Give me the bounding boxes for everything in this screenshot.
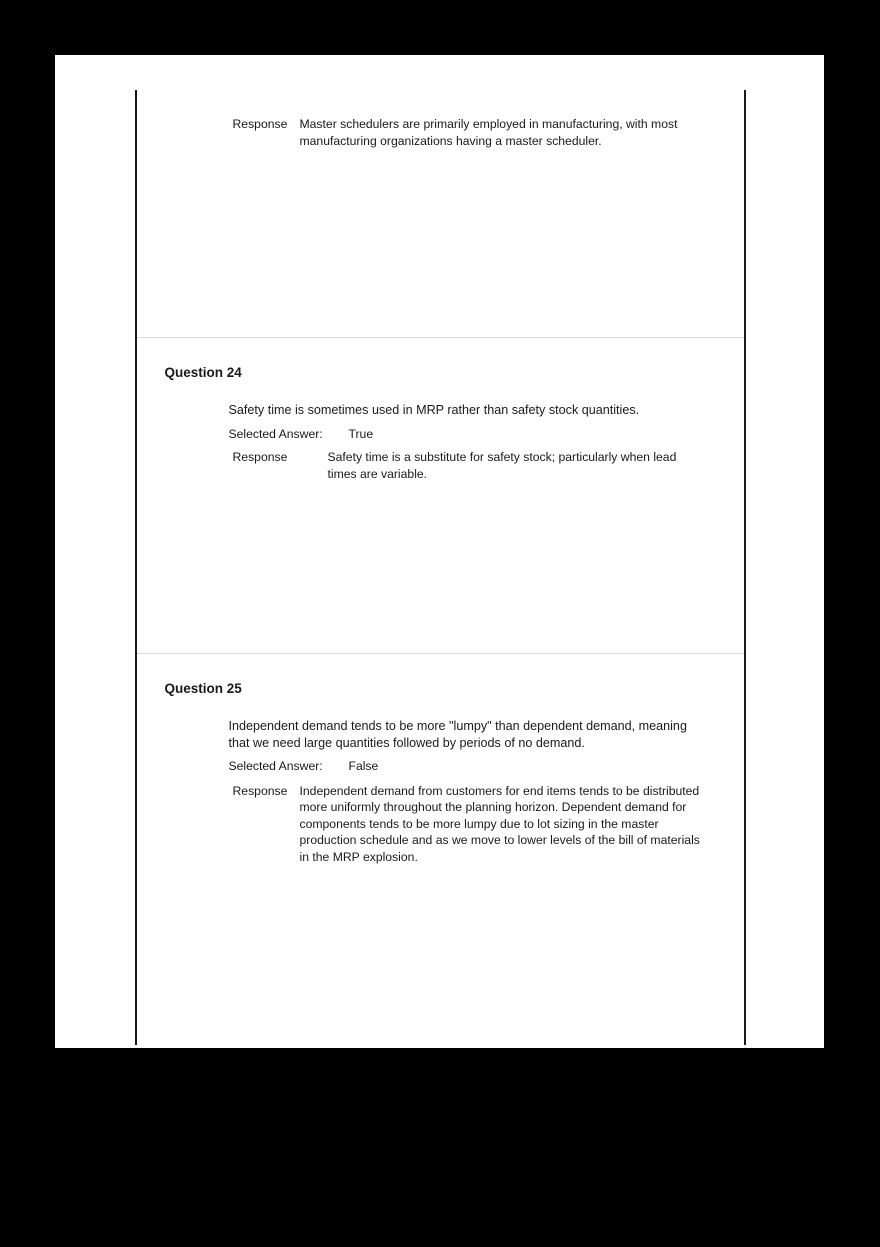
- exam-review-content: [135, 90, 746, 1045]
- selected-answer-label: Selected Answer:: [228, 759, 323, 773]
- response-label: Response: [232, 783, 288, 798]
- response-row-25: [137, 783, 745, 866]
- question-block-24: [137, 338, 745, 654]
- response-row: [137, 116, 745, 149]
- response-text: Master schedulers are primarily employed in manufacturing, with most manufacturing organizations having a master scheduler.: [299, 117, 678, 148]
- question-block-25: [137, 654, 745, 1044]
- question-statement-25: Independent demand tends to be more "lumpy" than dependent demand, meaning that we need large quantities followed by periods of no demand.: [228, 719, 687, 750]
- question-statement-24: Safety time is sometimes used in MRP rather than safety stock quantities.: [228, 403, 640, 417]
- selected-answer-value: False: [348, 759, 379, 773]
- response-text: Independent demand from customers for end items tends to be distributed more uniformly throughout the planning horizon. Dependent demand for components tends to be more lumpy due to lot sizing in the master production schedule and as we move to lower levels of the bill of materials in the MRP explosion.: [299, 783, 700, 864]
- question-title-25: Question 25: [164, 681, 242, 696]
- selected-answer-label: Selected Answer:: [228, 426, 323, 441]
- question-title-24: Question 24: [164, 365, 242, 380]
- response-label: Response: [232, 117, 288, 131]
- selected-answer-value: True: [348, 426, 374, 441]
- right-border-rule: [744, 90, 746, 1045]
- selected-answer-row-24: [137, 426, 745, 443]
- document-page: [55, 55, 824, 1048]
- response-text: Safety time is a substitute for safety stock; particularly when lead times are variable.: [327, 450, 677, 481]
- response-row-24: [137, 449, 745, 482]
- response-label: Response: [232, 450, 288, 464]
- selected-answer-row-25: [137, 758, 745, 775]
- question-block-partial: [137, 90, 745, 338]
